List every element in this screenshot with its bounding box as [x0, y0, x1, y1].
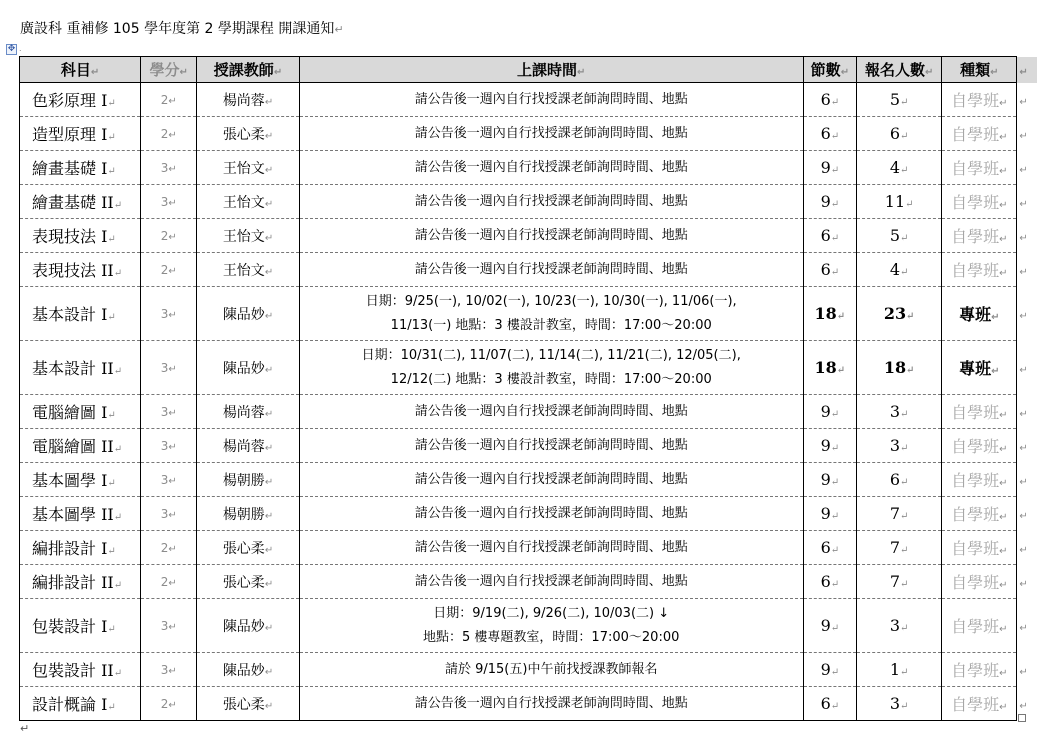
schedule-line: 請公告後一週內自行找授課老師詢問時間、地點 — [414, 159, 688, 175]
schedule-cell — [299, 531, 803, 565]
teacher-cell: 張心柔↵ — [197, 117, 299, 151]
credits-cell: 2↵ — [141, 83, 197, 117]
schedule-line: 請公告後一週內自行找授課老師詢問時間、地點 — [414, 227, 688, 243]
schedule-cell — [299, 463, 803, 497]
row-end-mark: ↵ — [1019, 311, 1028, 322]
credits-cell: 3↵ — [141, 653, 197, 687]
row-end-mark: ↵ — [1019, 233, 1028, 244]
periods-cell: 6↵ — [803, 531, 856, 565]
type-cell: 自學班↵ — [942, 531, 1017, 565]
enrolled-cell: 3↵ — [857, 687, 942, 721]
type-cell: 自學班↵ — [942, 83, 1017, 117]
teacher-cell: 陳品妙↵ — [197, 653, 299, 687]
table-row — [20, 253, 1038, 287]
table-row — [20, 497, 1038, 531]
periods-cell: 9↵ — [803, 463, 856, 497]
row-end-mark: ↵ — [1019, 409, 1028, 420]
table-header-row — [20, 57, 1038, 83]
periods-cell: 9↵ — [803, 151, 856, 185]
document-end-mark: ↵ — [20, 722, 30, 735]
schedule-line: 日期：9/19(二), 9/26(二), 10/03(二) ↓ — [433, 605, 670, 621]
document-title: 廣設科 重補修 105 學年度第 2 學期課程 開課通知↵ — [20, 21, 344, 37]
enrolled-cell: 6↵ — [857, 117, 942, 151]
subject-cell: 設計概論 I↵ — [20, 687, 141, 721]
row-end-mark: ↵ — [1019, 623, 1028, 634]
teacher-cell: 張心柔↵ — [197, 531, 299, 565]
table-row — [20, 565, 1038, 599]
subject-cell: 基本圖學 II↵ — [20, 497, 141, 531]
periods-cell: 6↵ — [803, 83, 856, 117]
credits-cell: 2↵ — [141, 687, 197, 721]
schedule-line: 請公告後一週內自行找授課老師詢問時間、地點 — [414, 573, 688, 589]
credits-cell: 3↵ — [141, 151, 197, 185]
subject-cell: 造型原理 I↵ — [20, 117, 141, 151]
enrolled-cell: 18↵ — [857, 341, 942, 395]
schedule-cell — [299, 565, 803, 599]
credits-cell: 2↵ — [141, 531, 197, 565]
enrolled-cell: 7↵ — [857, 531, 942, 565]
schedule-line: 請於 9/15(五)中午前找授課教師報名 — [444, 661, 658, 677]
row-end-mark: ↵ — [1019, 443, 1028, 454]
subject-cell: 包裝設計 I↵ — [20, 599, 141, 653]
table-row — [20, 531, 1038, 565]
type-cell: 專班↵ — [942, 341, 1017, 395]
schedule-line: 請公告後一週內自行找授課老師詢問時間、地點 — [414, 695, 688, 711]
table-row — [20, 599, 1038, 653]
schedule-line: 請公告後一週內自行找授課老師詢問時間、地點 — [414, 91, 688, 107]
teacher-cell: 陳品妙↵ — [197, 341, 299, 395]
schedule-line: 請公告後一週內自行找授課老師詢問時間、地點 — [414, 125, 688, 141]
type-cell: 自學班↵ — [942, 653, 1017, 687]
table-row — [20, 287, 1038, 341]
header-schedule: 上課時間↵ — [299, 57, 803, 83]
schedule-cell — [299, 687, 803, 721]
teacher-cell: 楊朝勝↵ — [197, 497, 299, 531]
row-end-mark: ↵ — [1019, 545, 1028, 556]
type-cell: 自學班↵ — [942, 151, 1017, 185]
type-cell: 自學班↵ — [942, 185, 1017, 219]
subject-cell: 表現技法 II↵ — [20, 253, 141, 287]
schedule-cell — [299, 653, 803, 687]
credits-cell: 3↵ — [141, 463, 197, 497]
table-row — [20, 117, 1038, 151]
schedule-line: 12/12(二) 地點：3 樓設計教室，時間：17:00～20:00 — [390, 371, 712, 387]
subject-cell: 繪畫基礎 I↵ — [20, 151, 141, 185]
subject-cell: 基本設計 I↵ — [20, 287, 141, 341]
periods-cell: 9↵ — [803, 497, 856, 531]
schedule-line: 請公告後一週內自行找授課老師詢問時間、地點 — [414, 471, 688, 487]
paragraph-mark: ↵ — [334, 23, 344, 36]
credits-cell: 3↵ — [141, 287, 197, 341]
type-cell: 專班↵ — [942, 287, 1017, 341]
header-periods: 節數↵ — [803, 57, 856, 83]
subject-cell: 基本設計 II↵ — [20, 341, 141, 395]
periods-cell: 6↵ — [803, 253, 856, 287]
teacher-cell: 楊尚蓉↵ — [197, 395, 299, 429]
row-end-mark: ↵ — [1017, 57, 1038, 83]
schedule-cell — [299, 219, 803, 253]
credits-cell: 2↵ — [141, 219, 197, 253]
teacher-cell: 楊尚蓉↵ — [197, 83, 299, 117]
teacher-cell: 楊朝勝↵ — [197, 463, 299, 497]
schedule-line: 請公告後一週內自行找授課老師詢問時間、地點 — [414, 403, 688, 419]
type-cell: 自學班↵ — [942, 565, 1017, 599]
table-row — [20, 151, 1038, 185]
course-table — [19, 56, 1038, 721]
teacher-cell: 王怡文↵ — [197, 219, 299, 253]
row-end-mark: ↵ — [1019, 667, 1028, 678]
row-end-mark: ↵ — [1019, 267, 1028, 278]
periods-cell: 18↵ — [803, 341, 856, 395]
periods-cell: 6↵ — [803, 117, 856, 151]
subject-cell: 電腦繪圖 I↵ — [20, 395, 141, 429]
type-cell: 自學班↵ — [942, 599, 1017, 653]
type-cell: 自學班↵ — [942, 219, 1017, 253]
type-cell: 自學班↵ — [942, 463, 1017, 497]
schedule-line: 11/13(一) 地點：3 樓設計教室，時間：17:00～20:00 — [390, 317, 712, 333]
type-cell: 自學班↵ — [942, 395, 1017, 429]
periods-cell: 6↵ — [803, 687, 856, 721]
teacher-cell: 王怡文↵ — [197, 253, 299, 287]
enrolled-cell: 5↵ — [857, 219, 942, 253]
type-cell: 自學班↵ — [942, 429, 1017, 463]
table-body — [20, 83, 1038, 721]
teacher-cell: 楊尚蓉↵ — [197, 429, 299, 463]
row-end-mark: ↵ — [1019, 365, 1028, 376]
row-end-mark: ↵ — [1019, 165, 1028, 176]
credits-cell: 3↵ — [141, 395, 197, 429]
header-subject: 科目↵ — [20, 57, 141, 83]
enrolled-cell: 1↵ — [857, 653, 942, 687]
teacher-cell: 王怡文↵ — [197, 185, 299, 219]
teacher-cell: 陳品妙↵ — [197, 287, 299, 341]
schedule-line: 日期：10/31(二), 11/07(二), 11/14(二), 11/21(二), 12/05(二), — [361, 347, 741, 363]
enrolled-cell: 23↵ — [857, 287, 942, 341]
type-cell: 自學班↵ — [942, 253, 1017, 287]
subject-cell: 編排設計 II↵ — [20, 565, 141, 599]
schedule-cell — [299, 185, 803, 219]
periods-cell: 6↵ — [803, 219, 856, 253]
credits-cell: 3↵ — [141, 185, 197, 219]
teacher-cell: 張心柔↵ — [197, 565, 299, 599]
table-resize-handle[interactable] — [1018, 714, 1026, 722]
type-cell: 自學班↵ — [942, 687, 1017, 721]
subject-cell: 編排設計 I↵ — [20, 531, 141, 565]
teacher-cell: 王怡文↵ — [197, 151, 299, 185]
credits-cell: 2↵ — [141, 565, 197, 599]
schedule-cell — [299, 395, 803, 429]
schedule-cell — [299, 497, 803, 531]
periods-cell: 9↵ — [803, 599, 856, 653]
credits-cell: 3↵ — [141, 429, 197, 463]
header-enrolled: 報名人數↵ — [857, 57, 942, 83]
enrolled-cell: 4↵ — [857, 151, 942, 185]
periods-cell: 9↵ — [803, 429, 856, 463]
subject-cell: 表現技法 I↵ — [20, 219, 141, 253]
table-row — [20, 395, 1038, 429]
schedule-cell — [299, 429, 803, 463]
teacher-cell: 張心柔↵ — [197, 687, 299, 721]
schedule-cell — [299, 83, 803, 117]
periods-cell: 6↵ — [803, 565, 856, 599]
row-end-mark: ↵ — [1019, 199, 1028, 210]
schedule-cell — [299, 117, 803, 151]
type-cell: 自學班↵ — [942, 497, 1017, 531]
table-row — [20, 687, 1038, 721]
enrolled-cell: 5↵ — [857, 83, 942, 117]
credits-cell: 2↵ — [141, 253, 197, 287]
enrolled-cell: 7↵ — [857, 565, 942, 599]
credits-cell: 3↵ — [141, 599, 197, 653]
subject-cell: 基本圖學 I↵ — [20, 463, 141, 497]
row-end-mark: ↵ — [1019, 511, 1028, 522]
row-end-mark: ↵ — [1019, 97, 1028, 108]
schedule-line: 地點：5 樓專題教室，時間：17:00～20:00 — [423, 629, 680, 645]
enrolled-cell: 3↵ — [857, 429, 942, 463]
table-row — [20, 219, 1038, 253]
row-end-mark: ↵ — [1019, 701, 1028, 712]
row-end-mark: ↵ — [1019, 579, 1028, 590]
schedule-line: 請公告後一週內自行找授課老師詢問時間、地點 — [414, 539, 688, 555]
periods-cell: 9↵ — [803, 395, 856, 429]
teacher-cell: 陳品妙↵ — [197, 599, 299, 653]
table-move-handle-icon[interactable]: ✥ — [7, 44, 16, 54]
type-cell: 自學班↵ — [942, 117, 1017, 151]
table-row — [20, 653, 1038, 687]
credits-cell: 2↵ — [141, 117, 197, 151]
row-end-mark: ↵ — [1019, 131, 1028, 142]
header-credits: 學分↵ — [141, 57, 197, 83]
periods-cell: 18↵ — [803, 287, 856, 341]
enrolled-cell: 3↵ — [857, 395, 942, 429]
table-row — [20, 463, 1038, 497]
schedule-line: 請公告後一週內自行找授課老師詢問時間、地點 — [414, 193, 688, 209]
table-row — [20, 429, 1038, 463]
header-teacher: 授課教師↵ — [197, 57, 299, 83]
subject-cell: 繪畫基礎 II↵ — [20, 185, 141, 219]
table-row — [20, 83, 1038, 117]
enrolled-cell: 4↵ — [857, 253, 942, 287]
schedule-line: 請公告後一週內自行找授課老師詢問時間、地點 — [414, 437, 688, 453]
schedule-line: 請公告後一週內自行找授課老師詢問時間、地點 — [414, 505, 688, 521]
table-row — [20, 341, 1038, 395]
enrolled-cell: 11↵ — [857, 185, 942, 219]
enrolled-cell: 7↵ — [857, 497, 942, 531]
subject-cell: 包裝設計 II↵ — [20, 653, 141, 687]
paragraph-dot: . — [19, 44, 22, 53]
schedule-line: 請公告後一週內自行找授課老師詢問時間、地點 — [414, 261, 688, 277]
schedule-cell — [299, 341, 803, 395]
row-end-mark: ↵ — [1019, 477, 1028, 488]
credits-cell: 3↵ — [141, 341, 197, 395]
schedule-cell — [299, 287, 803, 341]
schedule-cell — [299, 599, 803, 653]
credits-cell: 3↵ — [141, 497, 197, 531]
periods-cell: 9↵ — [803, 653, 856, 687]
schedule-cell — [299, 253, 803, 287]
schedule-cell — [299, 151, 803, 185]
table-row — [20, 185, 1038, 219]
subject-cell: 色彩原理 I↵ — [20, 83, 141, 117]
enrolled-cell: 3↵ — [857, 599, 942, 653]
periods-cell: 9↵ — [803, 185, 856, 219]
header-type: 種類↵ — [942, 57, 1017, 83]
enrolled-cell: 6↵ — [857, 463, 942, 497]
subject-cell: 電腦繪圖 II↵ — [20, 429, 141, 463]
schedule-line: 日期：9/25(一), 10/02(一), 10/23(一), 10/30(一), 11/06(一), — [365, 293, 737, 309]
